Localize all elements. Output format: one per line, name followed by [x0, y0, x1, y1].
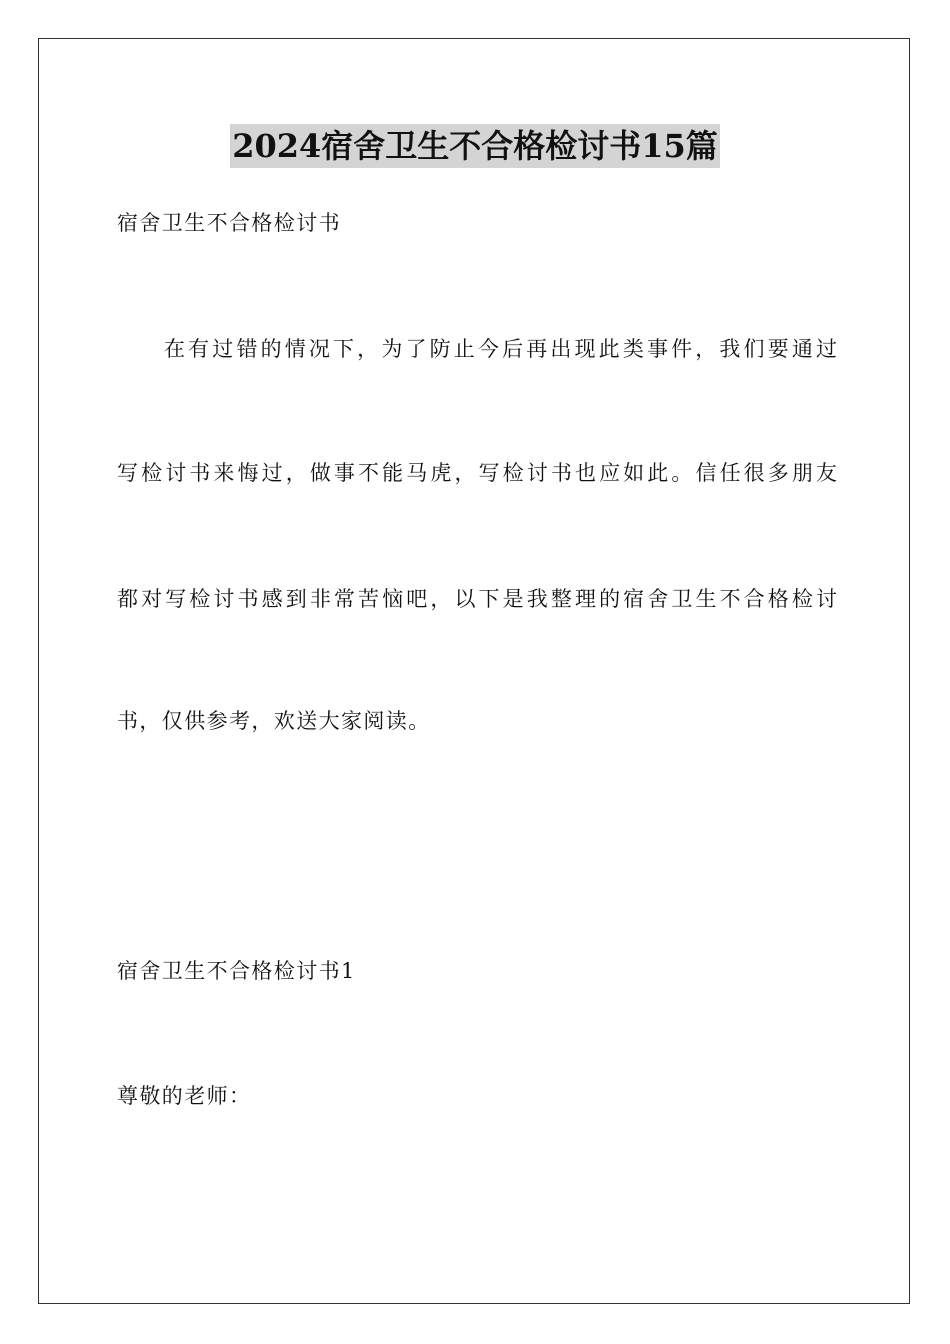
title-container	[0, 124, 950, 168]
document-subtitle: 宿舍卫生不合格检讨书	[117, 211, 341, 235]
intro-line-4: 书，仅供参考，欢送大家阅读。	[117, 709, 431, 733]
salutation: 尊敬的老师：	[117, 1084, 252, 1108]
intro-line-1: 在有过错的情况下，为了防止今后再出现此类事件，我们要通过	[164, 337, 837, 361]
intro-line-3: 都对写检讨书感到非常苦恼吧，以下是我整理的宿舍卫生不合格检讨	[117, 587, 837, 611]
intro-line-2: 写检讨书来悔过，做事不能马虎，写检讨书也应如此。信任很多朋友	[117, 461, 837, 485]
document-title: 2024宿舍卫生不合格检讨书15篇	[230, 124, 720, 168]
section-heading: 宿舍卫生不合格检讨书1	[117, 959, 356, 983]
